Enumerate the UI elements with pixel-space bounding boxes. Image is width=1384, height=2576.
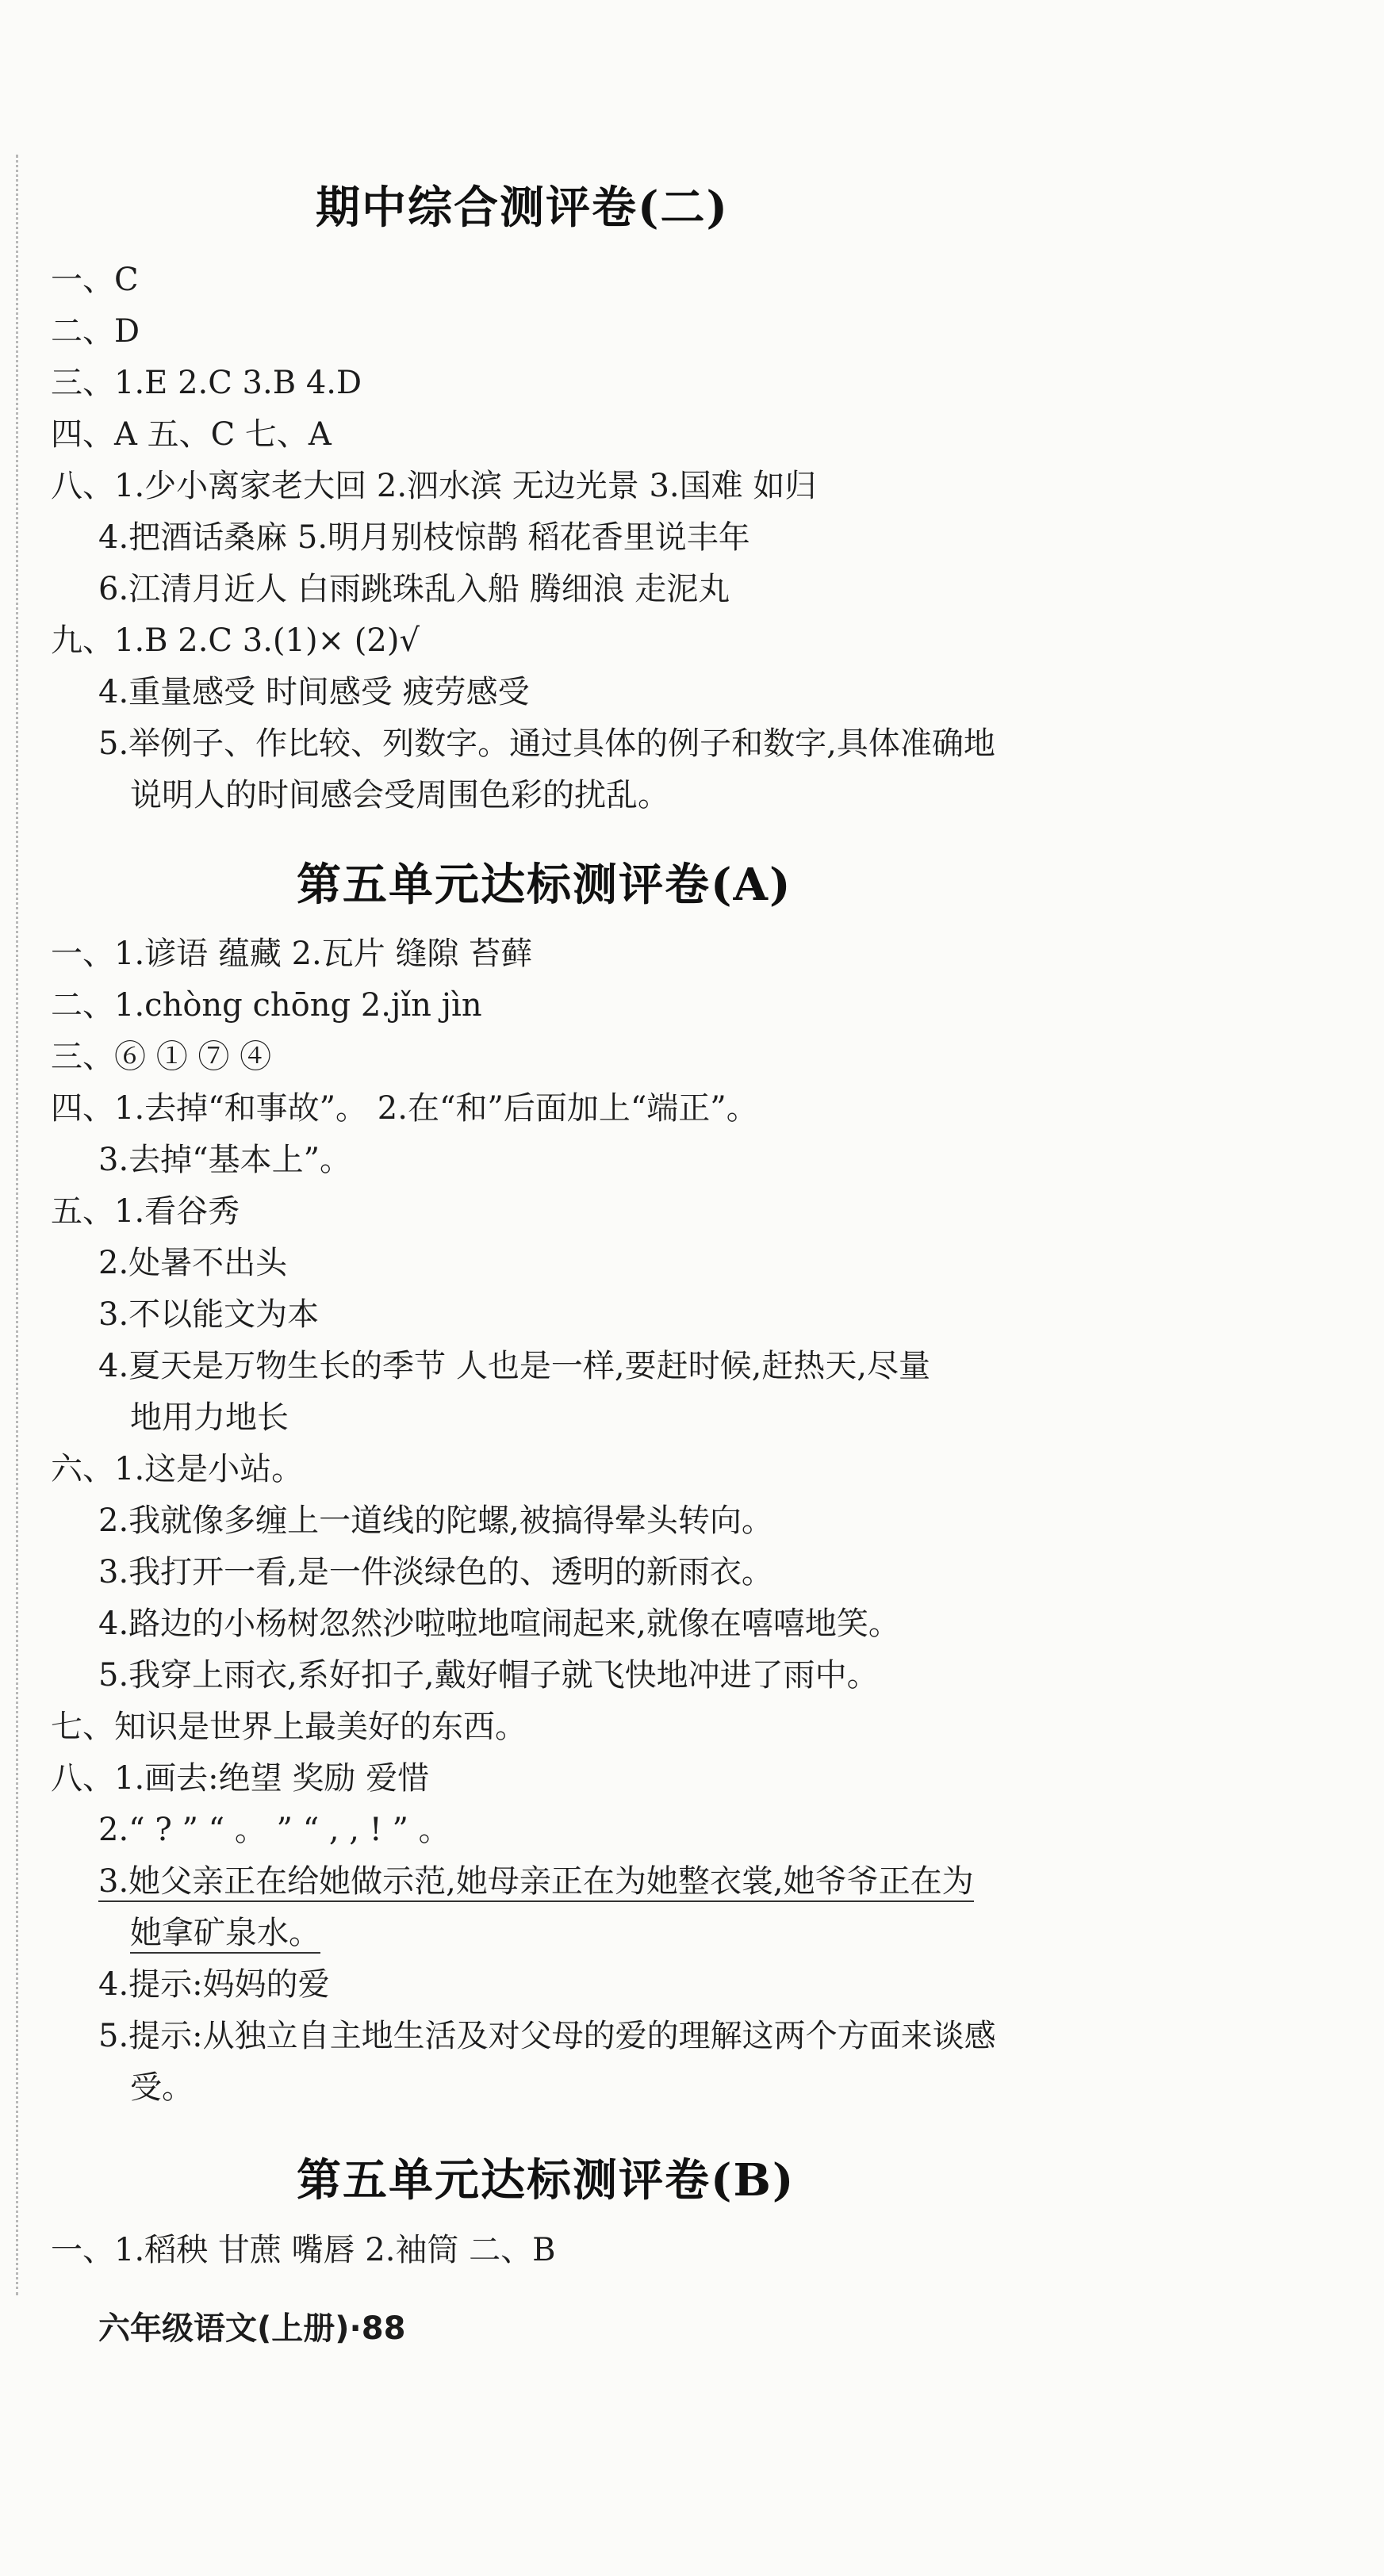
answer-line: 九、1.B 2.C 3.(1)× (2)√ [51, 622, 420, 659]
answer-line: 3.不以能文为本 [98, 1296, 320, 1333]
answer-line: 说明人的时间感会受周围色彩的扰乱。 [130, 777, 669, 813]
answer-line: 6.江清月近人 白雨跳珠乱入船 腾细浪 走泥丸 [98, 571, 730, 607]
answer-line: 四、1.去掉“和事故”。 2.在“和”后面加上“端正”。 [51, 1090, 758, 1127]
section-title: 期中综合测评卷(二) [316, 182, 729, 234]
answer-line: 三、1.E 2.C 3.B 4.D [51, 365, 362, 401]
underlined-answer-line: 3.她父亲正在给她做示范,她母亲正在为她整衣裳,她爷爷正在为 [98, 1866, 974, 1902]
answer-line: 七、知识是世界上最美好的东西。 [51, 1709, 527, 1745]
answer-line: 八、1.画去:绝望 奖励 爱惜 [51, 1760, 430, 1797]
answer-line: 4.夏天是万物生长的季节 人也是一样,要赶时候,赶热天,尽量 [98, 1348, 931, 1384]
answer-line: 4.重量感受 时间感受 疲劳感受 [98, 674, 530, 710]
section-title: 第五单元达标测评卷(A) [297, 859, 792, 911]
answer-line: 3.去掉“基本上”。 [98, 1142, 352, 1178]
answer-line: 六、1.这是小站。 [51, 1451, 304, 1487]
answer-line: 三、⑥ ① ⑦ ④ [51, 1039, 272, 1075]
answer-line: 一、C [51, 262, 139, 298]
answer-line: 5.举例子、作比较、列数字。通过具体的例子和数字,具体准确地 [98, 725, 995, 762]
answer-line: 2.我就像多缠上一道线的陀螺,被搞得晕头转向。 [98, 1502, 773, 1539]
answer-line: 一、1.稻秧 甘蔗 嘴唇 2.袖筒 二、B [51, 2232, 556, 2268]
answer-line: 五、1.看谷秀 [51, 1193, 240, 1230]
answer-line: 3.我打开一看,是一件淡绿色的、透明的新雨衣。 [98, 1554, 773, 1590]
answer-line: 一、1.谚语 蕴藏 2.瓦片 缝隙 苔藓 [51, 936, 533, 972]
answer-line: 5.提示:从独立自主地生活及对父母的爱的理解这两个方面来谈感 [98, 2018, 996, 2054]
answer-line: 4.路边的小杨树忽然沙啦啦地喧闹起来,就像在嘻嘻地笑。 [98, 1606, 900, 1642]
answer-line: 4.把酒话桑麻 5.明月别枝惊鹊 稻花香里说丰年 [98, 519, 750, 556]
answer-line: 2.处暑不出头 [98, 1245, 288, 1281]
answer-line: 二、D [51, 313, 140, 350]
page-footer: 六年级语文(上册)·88 [98, 2310, 406, 2347]
section-title: 第五单元达标测评卷(B) [297, 2154, 796, 2207]
underlined-answer-line: 她拿矿泉水。 [130, 1917, 320, 1954]
answer-line: 5.我穿上雨衣,系好扣子,戴好帽子就飞快地冲进了雨中。 [98, 1657, 879, 1694]
answer-line: 4.提示:妈妈的爱 [98, 1966, 330, 2003]
answer-line: 2.“ ? ” “ 。 ” “ , , ! ” 。 [98, 1812, 450, 1848]
answer-line: 地用力地长 [130, 1399, 289, 1436]
answer-line: 四、A 五、C 七、A [51, 416, 332, 453]
answer-line: 八、1.少小离家老大回 2.泗水滨 无边光景 3.国难 如归 [51, 468, 817, 504]
binding-margin-rule [16, 155, 18, 2295]
answer-line: 二、1.chòng chōng 2.jǐn jìn [51, 987, 482, 1024]
answer-line: 受。 [130, 2069, 194, 2106]
